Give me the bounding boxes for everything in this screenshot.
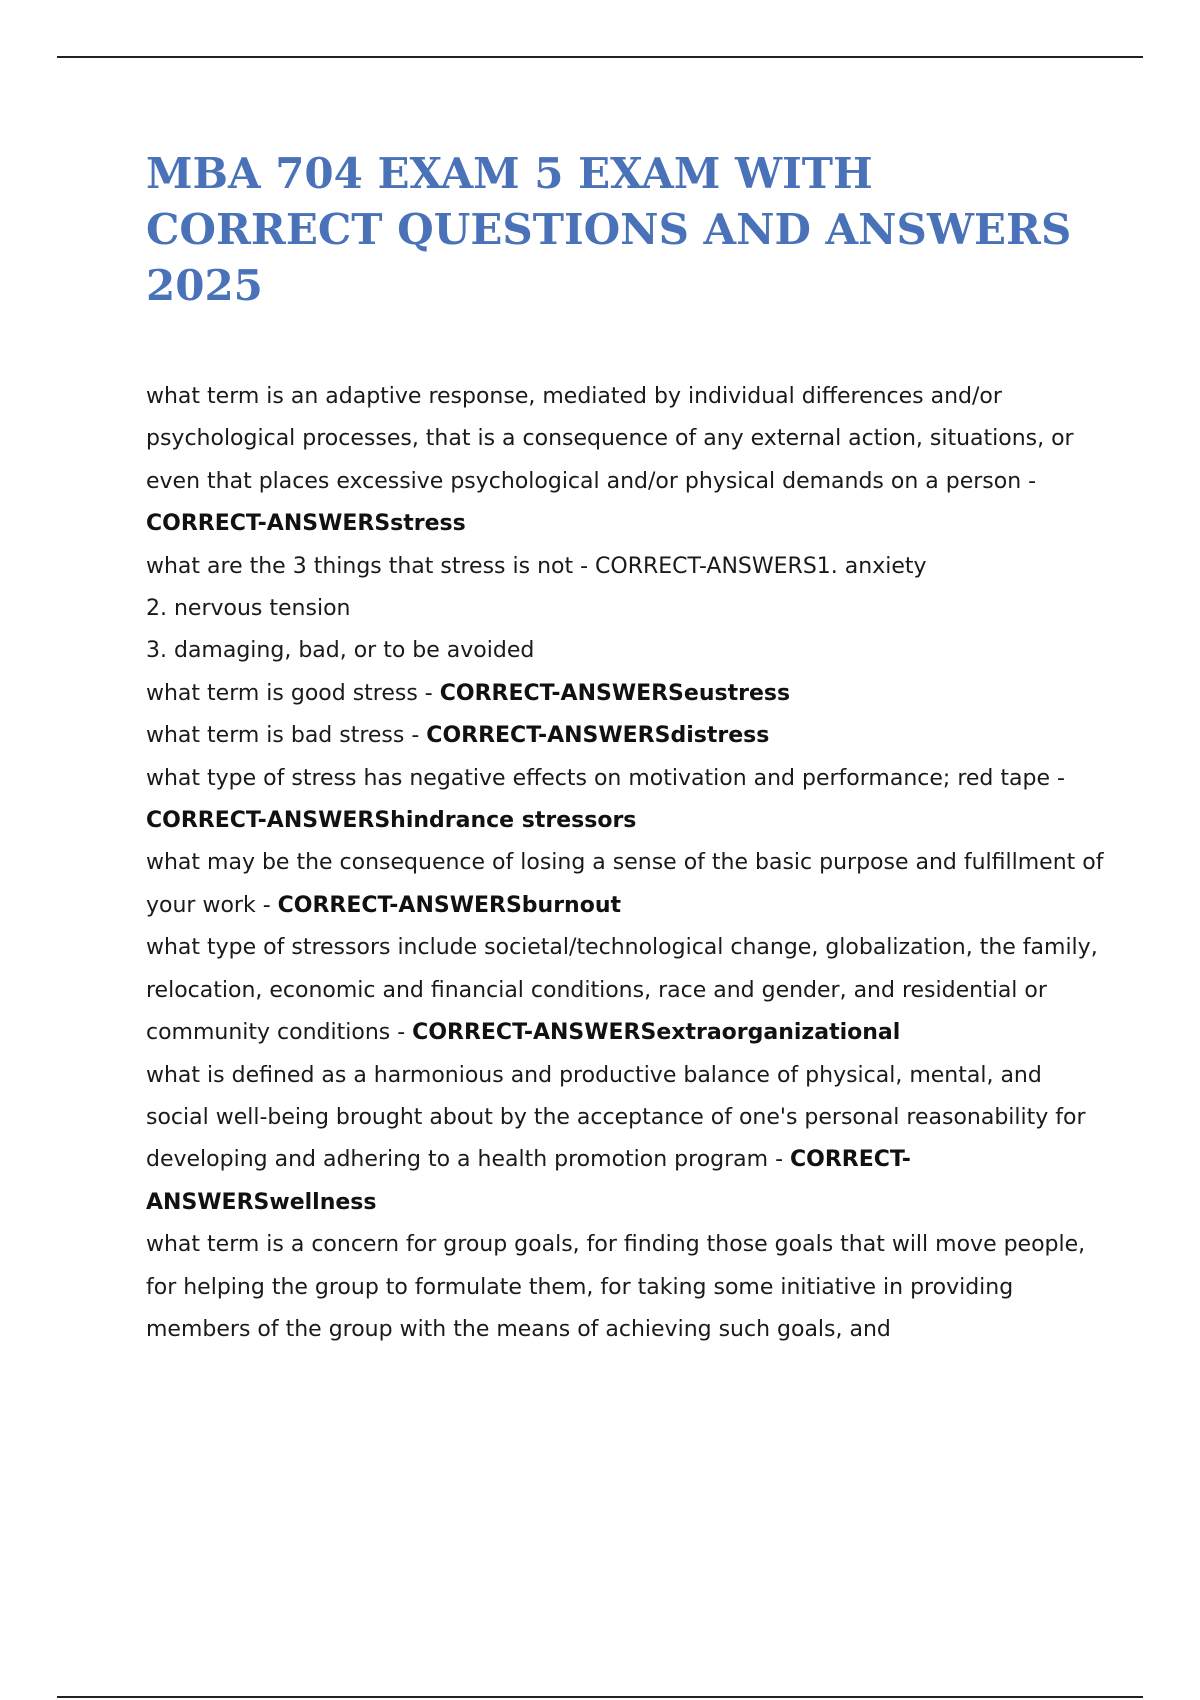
answer-text: CORRECT-ANSWERShindrance stressors [146,808,637,834]
question-text: 2. nervous tension [146,596,351,622]
question-text: what type of stressors include societal/technological change, globalization, the family, relocation, economic and financial conditions, race and gender, and residential or community conditions - [146,935,1098,1046]
answer-text: CORRECT-ANSWERSwellness [146,1147,911,1215]
qa-item [146,758,1106,843]
qa-item [146,630,1106,672]
qa-item [146,927,1106,1054]
answer-text: CORRECT-ANSWERSburnout [277,892,622,918]
question-text: what is defined as a harmonious and productive balance of physical, mental, and social well-being brought about by the acceptance of one's personal reasonability for developing and adhering to a health promotion program - [146,1062,1086,1173]
qa-item [146,1224,1106,1351]
qa-item [146,1055,1106,1225]
header-rule [57,56,1143,58]
answer-text: CORRECT-ANSWERSextraorganizational [412,1020,901,1046]
question-text: what term is an adaptive response, mediated by individual differences and/or psychological processes, that is a consequence of any external action, situations, or even that places excessive psychological and/or physical demands on a person - [146,384,1074,494]
qa-item [146,715,1106,757]
question-text: what type of stress has negative effects on motivation and performance; red tape - [146,765,1065,791]
qa-item [146,546,1106,588]
qa-item [146,842,1106,927]
qa-item [146,376,1106,546]
answer-text: CORRECT-ANSWERSdistress [426,723,770,749]
qa-item [146,588,1106,630]
question-text: what term is good stress - [146,680,440,706]
question-text: what term is bad stress - [146,723,427,749]
question-text: what are the 3 things that stress is not - CORRECT-ANSWERS1. anxiety [146,553,927,579]
question-text: 3. damaging, bad, or to be avoided [146,638,535,664]
footer-rule [57,1696,1143,1698]
question-text: what term is a concern for group goals, for finding those goals that will move people, for helping the group to formulate them, for taking some initiative in providing members of the group with the means of achieving such goals, and [146,1232,1086,1342]
question-text: what may be the consequence of losing a sense of the basic purpose and fulfillment of your work - [146,850,1104,918]
document-title: MBA 704 EXAM 5 EXAM WITH CORRECT QUESTIONS AND ANSWERS 2025 [146,149,1072,310]
qa-item [146,673,1106,715]
answer-text: CORRECT-ANSWERSstress [146,511,466,537]
qa-list [146,376,1106,1351]
answer-text: CORRECT-ANSWERSeustress [439,680,791,706]
